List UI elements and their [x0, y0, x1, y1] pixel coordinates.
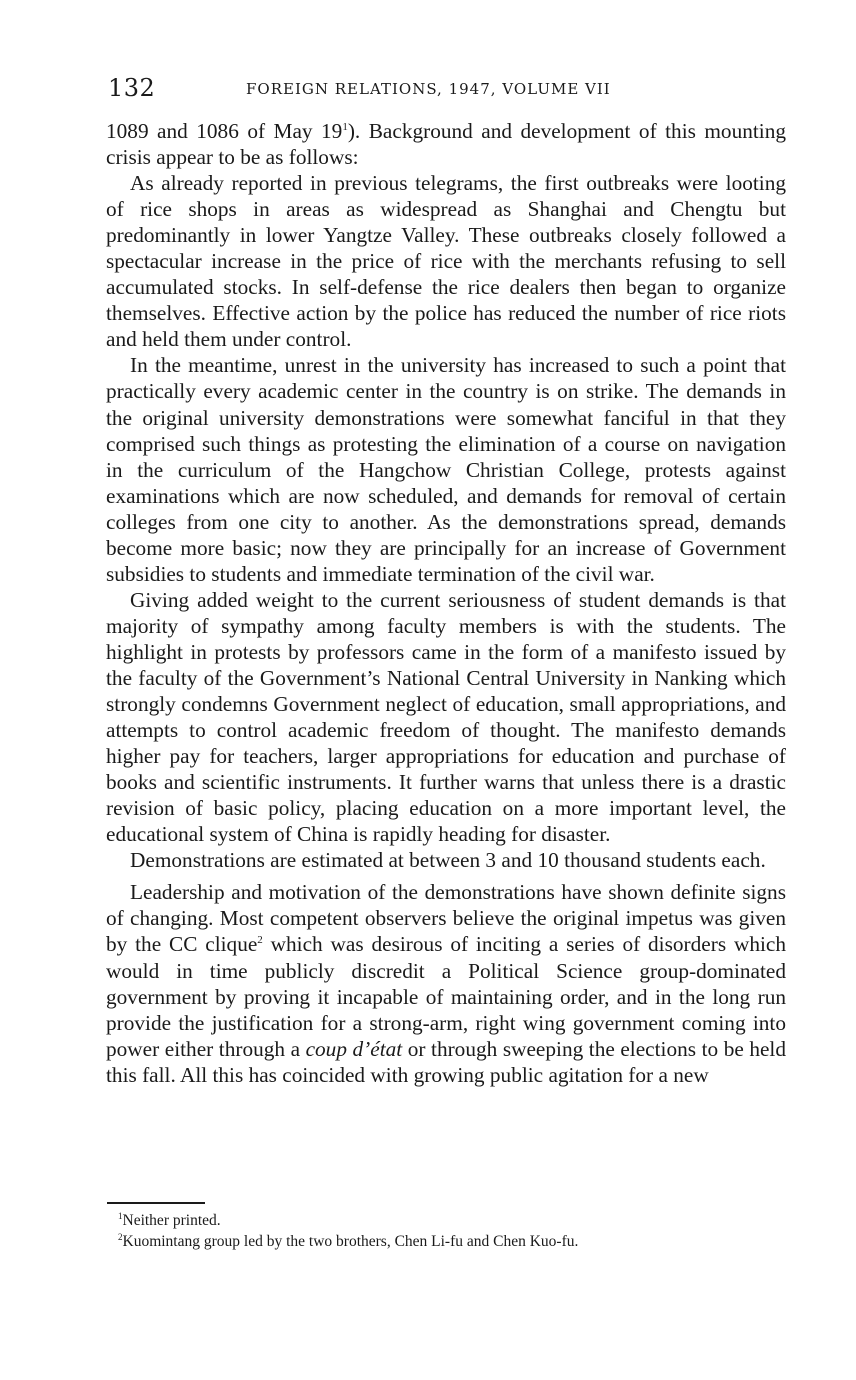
footnote-1-text: Neither printed.	[122, 1212, 221, 1229]
footnote-ref-2: 2	[257, 934, 263, 947]
footnote-divider	[107, 1202, 205, 1204]
paragraph-6-text-c: or through sweeping the elections to be held this fall. All this has coincided with growing public agitation for a new	[106, 1036, 786, 1087]
running-head: FOREIGN RELATIONS, 1947, VOLUME VII	[246, 80, 611, 98]
paragraph-6-text-b: which was desirous of inciting a series of disorders which would in time publicly discredit a Political Science group-dominated government by proving it incapable of maintaining order, and in the long run provide the justification for a strong-arm, right wing government coming into power either through a	[106, 932, 786, 1061]
footnote-2	[118, 1231, 778, 1252]
paragraph-5: Demonstrations are estimated at between 3 and 10 thousand students each.	[130, 848, 766, 873]
paragraph-1-text-a: 1089 and 1086 of May 19	[106, 119, 343, 143]
paragraph-2: As already reported in previous telegrams, the first outbreaks were looting of rice shops in areas as widespread as Shanghai and Chengtu but predominantly in lower Yangtze Valley. These outbreaks closely followed a spectacular increase in the price of rice with the merchants refusing to sell accumulated stocks. In self-defense the rice dealers then began to organize themselves. Effective action by the police has reduced the number of rice riots and held them under control.	[106, 171, 786, 352]
italic-phrase: coup d’état	[305, 1036, 403, 1061]
body-text	[106, 118, 786, 1088]
paragraph-1-text-b: ). Background and development of this mounting crisis appear to be as follows:	[106, 119, 787, 170]
paragraph-6-text-a: Leadership and motivation of the demonstrations have shown definite signs of changing. Most competent observers believe the original impetus was given by the CC clique	[106, 880, 786, 957]
page-number: 132	[108, 74, 156, 102]
paragraph-3: In the meantime, unrest in the university has increased to such a point that practically every academic center in the country is on strike. The demands in the original university demonstrations were somewhat fanciful in that they comprised such things as protesting the elimination of a course on navigation in the curriculum of the Hangchow Christian College, protests against examinations which are now scheduled, and demands for removal of certain colleges from one city to another. As the demonstrations spread, demands become more basic; now they are principally for an increase of Government subsidies to students and immediate termination of the civil war.	[106, 353, 786, 586]
footnote-2-text: Kuomintang group led by the two brothers, Chen Li-fu and Chen Kuo-fu.	[122, 1233, 579, 1250]
paragraph-4: Giving added weight to the current seriousness of student demands is that majority of sympathy among faculty members is with the students. The highlight in protests by professors came in the form of a manifesto issued by the faculty of the Government’s National Central University in Nanking which strongly condemns Government neglect of education, small appropriations, and attempts to control academic freedom of thought. The manifesto demands higher pay for teachers, larger appropriations for education and purchase of books and scientific instruments. It further warns that unless there is a drastic revision of basic policy, placing education on a more important level, the educational system of China is rapidly heading for disaster.	[106, 587, 786, 847]
footnote-1	[118, 1210, 778, 1231]
paragraph-6	[106, 879, 786, 1087]
footnotes	[118, 1210, 778, 1252]
footnote-1-mark: 1	[118, 1211, 123, 1221]
paragraph-1	[106, 118, 786, 170]
footnote-ref-1: 1	[342, 121, 348, 133]
footnote-2-mark: 2	[118, 1232, 123, 1242]
